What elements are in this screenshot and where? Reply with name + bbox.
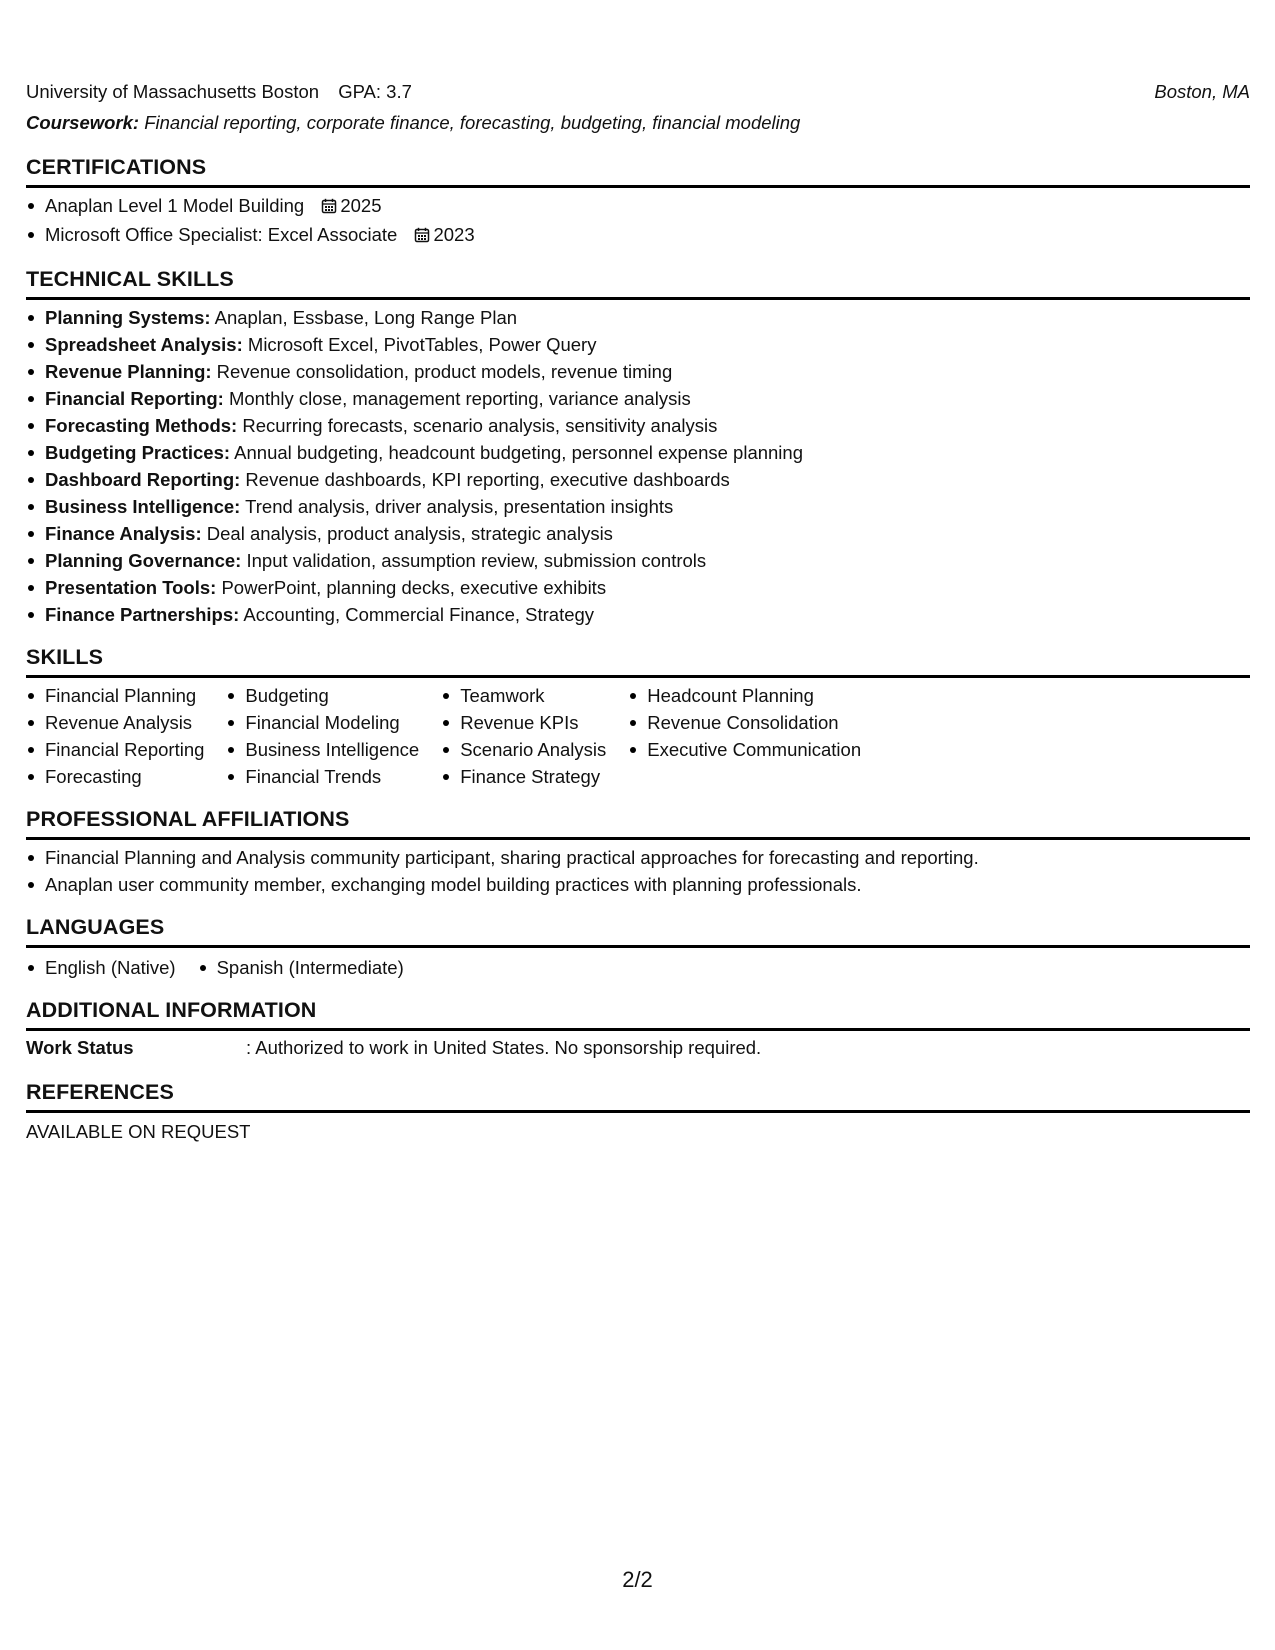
list-item <box>26 385 1250 412</box>
skill-label: Planning Governance: <box>45 550 242 571</box>
list-item <box>26 331 1250 358</box>
list-item: Finance Strategy <box>441 763 606 790</box>
resume-page <box>26 76 1250 1147</box>
list-item: Forecasting <box>26 763 204 790</box>
list-item: Revenue KPIs <box>441 709 606 736</box>
list-item <box>26 439 1250 466</box>
calendar-icon <box>414 223 430 250</box>
skills-grid <box>26 682 1250 790</box>
skill-text: Revenue dashboards, KPI reporting, executive dashboards <box>240 469 730 490</box>
skill-text: Input validation, assumption review, submission controls <box>241 550 707 571</box>
list-item <box>26 192 1250 221</box>
certifications-list <box>26 192 1250 250</box>
skill-text: Accounting, Commercial Finance, Strategy <box>239 604 595 625</box>
list-item <box>26 547 1250 574</box>
technical-skills-list <box>26 304 1250 628</box>
skill-label: Finance Analysis: <box>45 523 202 544</box>
work-status-label: Work Status <box>26 1037 134 1058</box>
list-item: Teamwork <box>441 682 606 709</box>
education-row <box>26 76 1250 108</box>
gpa: GPA: 3.7 <box>338 81 412 102</box>
references-text: AVAILABLE ON REQUEST <box>26 1121 251 1142</box>
coursework-label: Coursework: <box>26 112 140 133</box>
skills-column <box>441 682 606 790</box>
certification-year: 2023 <box>433 224 475 245</box>
list-item: Financial Planning <box>26 682 204 709</box>
skill-text: Microsoft Excel, PivotTables, Power Query <box>242 334 597 355</box>
skill-text: Anaplan, Essbase, Long Range Plan <box>210 307 518 328</box>
languages-list <box>26 954 176 981</box>
skill-text: PowerPoint, planning decks, executive exhibits <box>216 577 607 598</box>
work-status-value: : Authorized to work in United States. No sponsorship required. <box>246 1037 762 1058</box>
languages-row <box>26 954 1250 981</box>
skill-text: Monthly close, management reporting, variance analysis <box>223 388 691 409</box>
list-item: Spanish (Intermediate) <box>198 954 404 981</box>
list-item: Financial Planning and Analysis community participant, sharing practical approaches for forecasting and reporting. <box>26 844 1250 871</box>
education-location: Boston, MA <box>1154 81 1250 102</box>
skills-heading: SKILLS <box>26 642 1250 678</box>
skill-label: Budgeting Practices: <box>45 442 231 463</box>
additional-info-heading: ADDITIONAL INFORMATION <box>26 995 1250 1031</box>
list-item: Headcount Planning <box>628 682 861 709</box>
list-item: Business Intelligence <box>226 736 419 763</box>
skill-label: Planning Systems: <box>45 307 211 328</box>
skill-label: Presentation Tools: <box>45 577 217 598</box>
coursework-text: Financial reporting, corporate finance, forecasting, budgeting, financial modeling <box>139 112 801 133</box>
certification-name: Microsoft Office Specialist: Excel Associate <box>45 224 398 245</box>
list-item: Financial Reporting <box>26 736 204 763</box>
list-item: Financial Modeling <box>226 709 419 736</box>
certification-name: Anaplan Level 1 Model Building <box>45 195 305 216</box>
list-item <box>26 574 1250 601</box>
education-left <box>26 76 426 108</box>
skill-label: Revenue Planning: <box>45 361 212 382</box>
technical-skills-heading: TECHNICAL SKILLS <box>26 264 1250 300</box>
list-item: Executive Communication <box>628 736 861 763</box>
skill-label: Business Intelligence: <box>45 496 241 517</box>
list-item: Scenario Analysis <box>441 736 606 763</box>
skill-text: Revenue consolidation, product models, revenue timing <box>211 361 673 382</box>
skill-label: Finance Partnerships: <box>45 604 240 625</box>
skills-column <box>226 682 419 790</box>
list-item: English (Native) <box>26 954 176 981</box>
list-item: Revenue Analysis <box>26 709 204 736</box>
references-heading: REFERENCES <box>26 1077 1250 1113</box>
list-item <box>26 466 1250 493</box>
list-item: Budgeting <box>226 682 419 709</box>
school-name: University of Massachusetts Boston <box>26 81 320 102</box>
list-item: Revenue Consolidation <box>628 709 861 736</box>
page-number: 2/2 <box>622 1567 653 1592</box>
affiliations-heading: PROFESSIONAL AFFILIATIONS <box>26 804 1250 840</box>
affiliations-list <box>26 844 1250 898</box>
list-item <box>26 601 1250 628</box>
work-status-row <box>26 1033 1250 1063</box>
list-item <box>26 493 1250 520</box>
list-item: Financial Trends <box>226 763 419 790</box>
skill-text: Deal analysis, product analysis, strategic analysis <box>201 523 613 544</box>
skills-column <box>26 682 204 790</box>
list-item <box>26 358 1250 385</box>
skills-column <box>628 682 861 790</box>
skill-label: Financial Reporting: <box>45 388 224 409</box>
languages-list <box>198 954 404 981</box>
certification-year: 2025 <box>340 195 382 216</box>
skill-text: Recurring forecasts, scenario analysis, sensitivity analysis <box>237 415 718 436</box>
coursework <box>26 108 1250 138</box>
certifications-heading: CERTIFICATIONS <box>26 152 1250 188</box>
skill-text: Annual budgeting, headcount budgeting, personnel expense planning <box>230 442 803 463</box>
skill-label: Spreadsheet Analysis: <box>45 334 243 355</box>
list-item <box>26 412 1250 439</box>
list-item: Anaplan user community member, exchanging model building practices with planning professionals. <box>26 871 1250 898</box>
skill-text: Trend analysis, driver analysis, presentation insights <box>240 496 674 517</box>
skill-label: Forecasting Methods: <box>45 415 238 436</box>
skill-label: Dashboard Reporting: <box>45 469 241 490</box>
calendar-icon <box>321 194 337 221</box>
list-item <box>26 304 1250 331</box>
list-item <box>26 221 1250 250</box>
languages-heading: LANGUAGES <box>26 912 1250 948</box>
list-item <box>26 520 1250 547</box>
